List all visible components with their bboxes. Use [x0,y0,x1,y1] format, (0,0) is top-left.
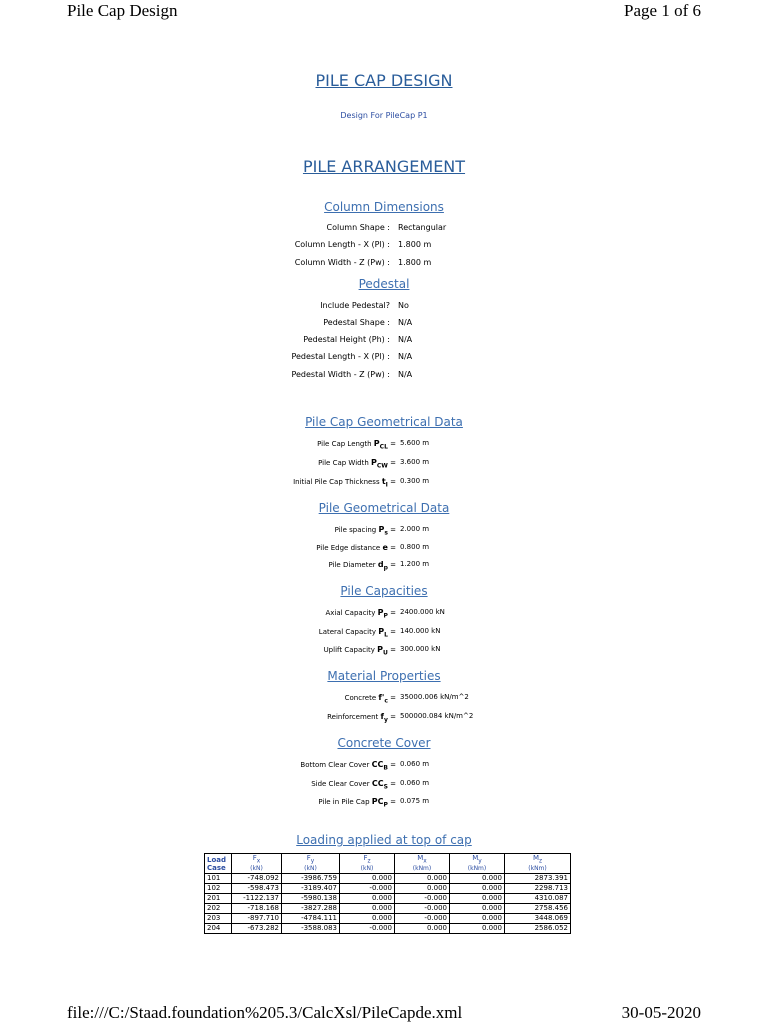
table-cell: 0.000 [450,884,505,894]
field-value: 35000.006 kN/m^2 [400,693,469,701]
field-symbol [371,779,388,791]
column-header-fx [232,854,282,874]
field-label-text: Initial Pile Cap Thickness [293,478,380,486]
column-width-row [0,258,768,270]
table-cell: 0.000 [450,904,505,914]
table-cell: 102 [205,884,232,894]
field-symbol-subscript: y [383,716,388,724]
table-cell: 0.000 [450,924,505,934]
pedestal-length-row [0,352,768,364]
field-symbol-subscript: U [383,649,388,657]
footer-date: 30-05-2020 [621,1003,701,1022]
field-label: Pile spacing $P_s$ = [334,525,396,537]
lateral-capacity-row [0,627,768,639]
pedestal-height-row [0,335,768,347]
table-cell: 2758.456 [505,904,571,914]
column-header-name: M [532,854,539,862]
field-symbol-letter: P [373,439,380,448]
table-cell: 0.000 [395,924,450,934]
column-header-unit: (kNm) [528,865,547,873]
field-symbol-letter: P [378,525,385,534]
field-value: 0.800 m [400,543,430,551]
page-subtitle: Design For PileCap P1 [340,111,428,120]
field-symbol-subscript: c [384,697,388,705]
column-length-row [0,240,768,252]
field-value: N/A [398,318,413,327]
table-cell: 0.000 [450,874,505,884]
table-cell: -897.710 [232,914,282,924]
field-label-text: Pile spacing [334,526,377,534]
field-symbol-subscript: CL [379,443,388,451]
heading-pedestal: Pedestal [358,277,410,291]
header-title: Pile Cap Design [67,1,178,20]
side-clear-cover-row [0,779,768,791]
include-pedestal-row [0,301,768,313]
field-symbol-letter: e [382,543,388,552]
field-value: No [398,301,409,310]
table-cell: -0.000 [340,884,395,894]
field-label: Column Length - X (Pl) : [294,240,390,249]
field-symbol [380,712,388,724]
field-value: 0.075 m [400,797,430,805]
field-label: Reinforcement $f_y$ = [327,712,396,724]
field-value: N/A [398,370,413,379]
field-label-text: Reinforcement [327,713,379,721]
table-cell: -3827.288 [282,904,340,914]
field-value: 5.600 m [400,439,430,447]
field-label-text: Pile Diameter [328,561,376,569]
table-cell: -673.282 [232,924,282,934]
field-label: Include Pedestal? [320,301,390,310]
uplift-capacity-row [0,645,768,657]
table-cell: 2586.052 [505,924,571,934]
field-label: Column Width - Z (Pw) : [294,258,390,267]
field-symbol-letter: t [381,477,386,486]
table-cell: 0.000 [340,874,395,884]
field-symbol-letter: P [377,645,384,654]
field-value: 1.800 m [398,258,432,267]
pile-spacing-row [0,525,768,537]
field-label-text: Pile Cap Width [318,459,369,467]
bottom-clear-cover-row [0,760,768,772]
field-label-text: Concrete [344,694,377,702]
field-value: 500000.084 kN/m^2 [400,712,474,720]
table-cell: 204 [205,924,232,934]
field-value: 1.200 m [400,560,430,568]
field-label: Pile in Pile Cap $PC_P$ = [318,797,396,809]
table-row [205,914,571,924]
field-label: Bottom Clear Cover $CC_B$ = [300,760,396,772]
column-header-my [450,854,505,874]
table-cell: -3189.407 [282,884,340,894]
field-value: N/A [398,352,413,361]
field-symbol-subscript: P [383,801,388,809]
field-symbol-subscript: L [384,631,388,639]
field-symbol-letter: f [380,712,384,721]
column-header-fz [340,854,395,874]
field-symbol-letter: P [377,608,384,617]
field-symbol [373,439,388,451]
table-cell: -5980.138 [282,894,340,904]
field-symbol-letter: P [378,627,385,636]
field-label: Pedestal Length - X (Pl) : [291,352,390,361]
table-cell: -0.000 [395,904,450,914]
table-cell: -1122.137 [232,894,282,904]
pedestal-shape-row [0,318,768,330]
table-cell: -718.168 [232,904,282,914]
field-symbol [378,693,388,705]
table-cell: 202 [205,904,232,914]
field-symbol [371,760,388,772]
reinforcement-strength-row [0,712,768,724]
field-label: Pile Cap Width $P_{CW}$ = [318,458,396,470]
field-label-text: Bottom Clear Cover [300,761,370,769]
field-symbol-subscript: B [383,764,388,772]
column-header-name: F [363,854,368,862]
section-title-pile-arrangement: PILE ARRANGEMENT [302,157,466,176]
field-label: Pedestal Height (Ph) : [303,335,390,344]
column-header-name: M [417,854,424,862]
column-header-subscript: x [256,858,261,865]
table-header-row [205,854,571,874]
field-symbol [378,525,388,537]
table-cell: -4784.111 [282,914,340,924]
field-value: 300.000 kN [400,645,441,653]
table-cell: 0.000 [395,874,450,884]
field-label: Pile Edge distance e = [316,543,396,552]
field-value: 1.800 m [398,240,432,249]
field-label: Initial Pile Cap Thickness $t_I$ = [293,477,396,489]
field-label: Uplift Capacity $P_U$ = [323,645,396,657]
field-label: Pedestal Shape : [323,318,390,327]
table-row [205,884,571,894]
field-symbol-subscript: I [385,481,388,489]
column-header-fy [282,854,340,874]
column-header-name: M [472,854,479,862]
table-cell: -3588.083 [282,924,340,934]
field-symbol-letter: P [371,458,377,467]
table-cell: -3986.759 [282,874,340,884]
field-label: Concrete $f'_c$ = [344,693,396,705]
column-header-unit: (kNm) [412,865,432,873]
table-cell: 201 [205,894,232,904]
field-value: 0.060 m [400,760,430,768]
table-row [205,904,571,914]
field-value: 0.300 m [400,477,430,485]
column-header-subscript: x [423,858,427,865]
field-label-text: Pile Edge distance [316,544,381,552]
field-value: 3.600 m [400,458,430,466]
field-value: 140.000 kN [400,627,441,635]
table-cell: -748.092 [232,874,282,884]
field-symbol-letter: CC [371,760,384,769]
table-cell: 3448.069 [505,914,571,924]
header-page-number: Page 1 of 6 [624,1,701,20]
concrete-strength-row [0,693,768,705]
pile-cap-length-row [0,439,768,451]
column-header-subscript: z [538,858,543,865]
table-cell: -0.000 [395,894,450,904]
column-header-load-case [205,854,232,874]
page-title: PILE CAP DESIGN [315,71,453,90]
table-cell: 4310.087 [505,894,571,904]
heading-material-properties: Material Properties [327,669,441,683]
field-label: Column Shape : [326,223,390,232]
table-cell: -0.000 [395,914,450,924]
column-shape-row [0,223,768,235]
field-label: Pile Diameter $d_p$ = [328,560,396,572]
field-symbol-subscript: p [383,564,388,572]
field-symbol-letter: f' [378,693,385,702]
field-symbol [382,543,387,552]
table-cell: 2298.713 [505,884,571,894]
column-header-text: Load [207,855,227,864]
column-header-name: F [252,854,257,862]
table-cell: 0.000 [340,894,395,904]
field-symbol [377,645,388,657]
pile-edge-distance-row [0,543,768,555]
table-cell: 0.000 [450,914,505,924]
heading-pile-geometrical-data: Pile Geometrical Data [318,501,450,515]
field-value: 2.000 m [400,525,430,533]
column-header-unit: (kN) [304,865,317,873]
field-symbol-letter: d [377,560,384,569]
heading-pile-cap-geometrical-data: Pile Cap Geometrical Data [305,415,463,429]
table-row [205,924,571,934]
column-header-name: F [306,854,311,862]
table-cell: 0.000 [395,884,450,894]
column-header-subscript: z [367,858,371,865]
table-cell: 0.000 [340,914,395,924]
table-cell: 0.000 [450,894,505,904]
axial-capacity-row [0,608,768,620]
field-value: 0.060 m [400,779,430,787]
table-cell: -598.473 [232,884,282,894]
field-value: N/A [398,335,413,344]
table-cell: 0.000 [340,904,395,914]
pedestal-width-row [0,370,768,382]
field-label-text: Lateral Capacity [318,628,376,636]
field-symbol-subscript: s [384,529,388,537]
field-symbol [371,797,388,809]
table-cell: -0.000 [340,924,395,934]
field-value: Rectangular [398,223,447,232]
table-row [205,874,571,884]
footer-file-path: file:///C:/Staad.foundation%205.3/CalcXsl/PileCapde.xml [67,1003,463,1022]
field-label: Side Clear Cover $CC_S$ = [311,779,396,791]
initial-thickness-row [0,477,768,489]
field-symbol-letter: CC [371,779,384,788]
field-label-text: Uplift Capacity [323,646,375,654]
field-symbol-subscript: S [383,783,388,791]
field-symbol [381,477,388,489]
field-label: Pile Cap Length $P_{CL}$ = [317,439,396,451]
pile-in-pile-cap-row [0,797,768,809]
heading-column-dimensions: Column Dimensions [324,200,444,214]
loading-table [204,853,571,934]
column-header-mz [505,854,571,874]
column-header-subscript: y [478,858,482,865]
field-symbol [378,627,388,639]
table-cell: 101 [205,874,232,884]
field-symbol-subscript: P [383,612,388,620]
heading-loading: Loading applied at top of cap [296,833,472,847]
table-cell: 2873.391 [505,874,571,884]
table-row [205,894,571,904]
field-symbol [371,458,388,470]
pile-cap-width-row [0,458,768,470]
field-label-text: Pile in Pile Cap [318,798,370,806]
field-symbol-subscript: CW [376,462,388,470]
field-label-text: Axial Capacity [325,609,376,617]
pile-diameter-row [0,560,768,572]
column-header-text: Case [207,863,226,872]
column-header-unit: (kN) [360,865,374,873]
field-symbol [377,560,388,572]
column-header-subscript: y [310,858,315,865]
column-header-unit: (kNm) [467,865,487,873]
field-value: 2400.000 kN [400,608,445,616]
field-label-text: Side Clear Cover [311,780,370,788]
column-header-unit: (kN) [250,865,263,873]
heading-concrete-cover: Concrete Cover [337,736,431,750]
field-label: Axial Capacity $P_P$ = [325,608,396,620]
heading-pile-capacities: Pile Capacities [340,584,428,598]
field-label: Pedestal Width - Z (Pw) : [291,370,390,379]
field-symbol [377,608,388,620]
field-label: Lateral Capacity $P_L$ = [318,627,396,639]
field-symbol-letter: PC [371,797,384,806]
table-cell: 203 [205,914,232,924]
field-label-text: Pile Cap Length [317,440,372,448]
column-header-mx [395,854,450,874]
